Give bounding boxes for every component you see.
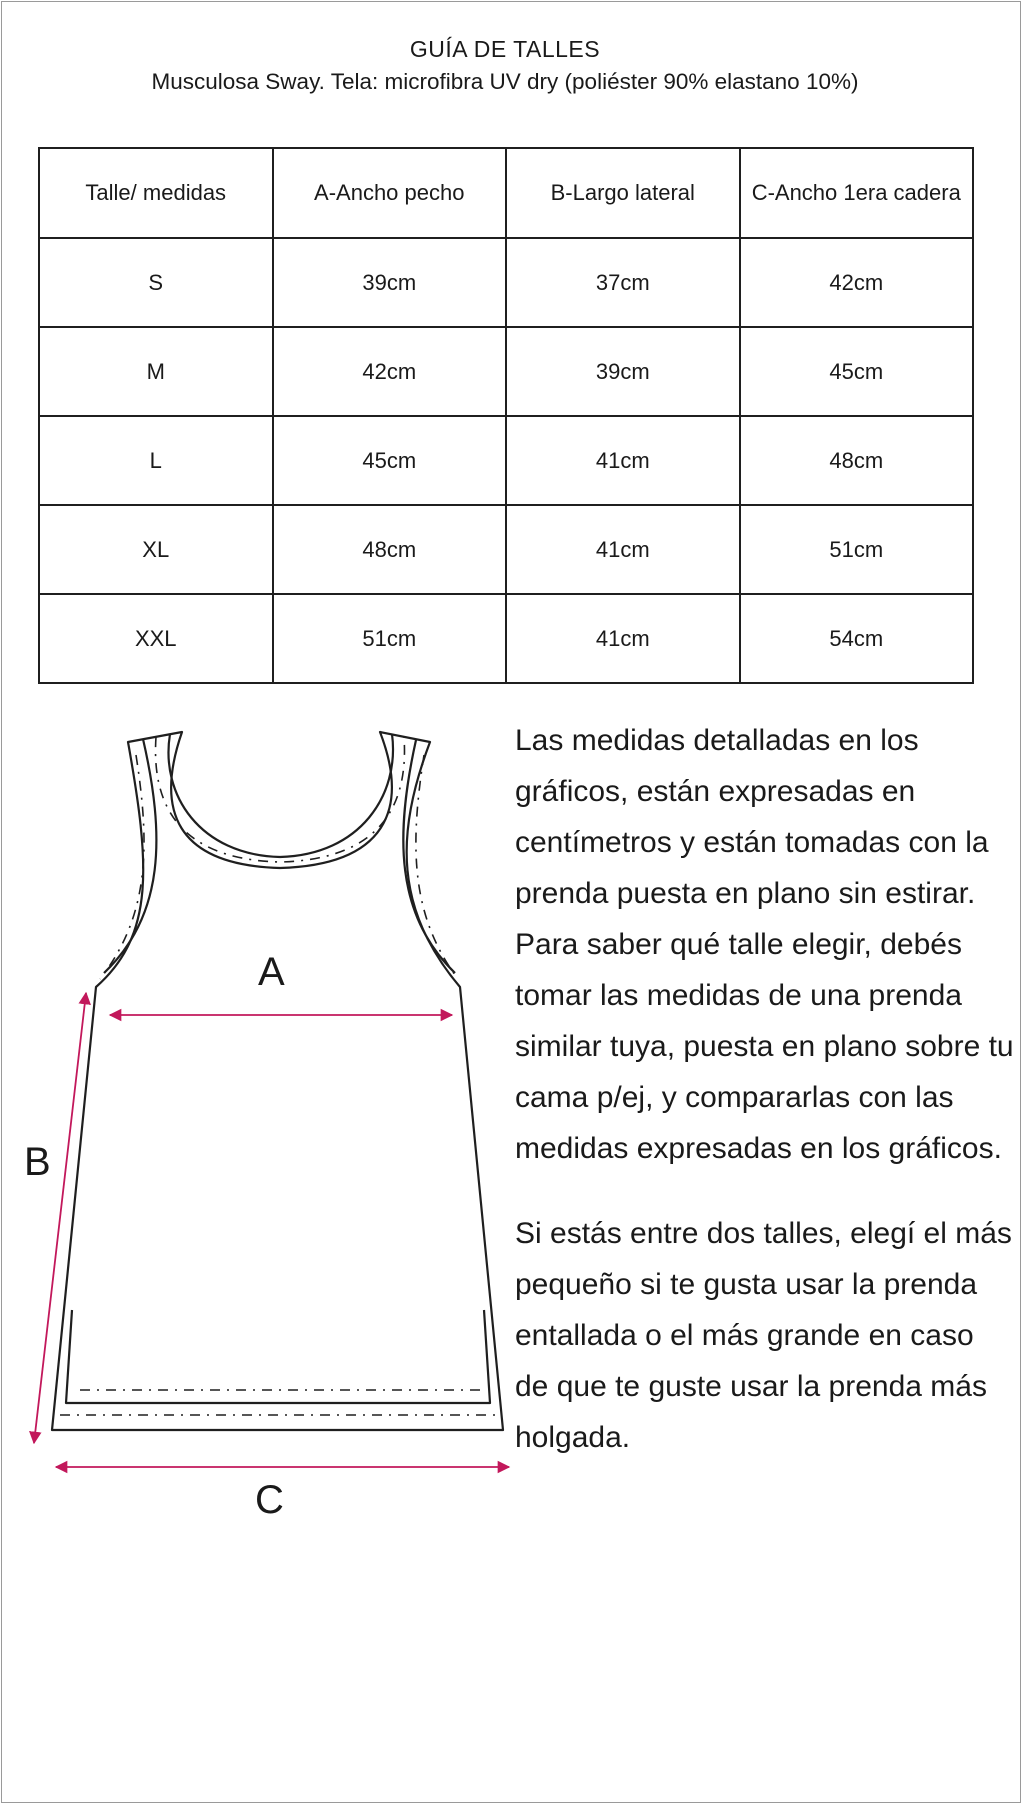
measure-c-label: C: [255, 1478, 284, 1522]
size-table: [38, 147, 974, 684]
table-header-row: [39, 148, 973, 238]
measure-b-cell: 39cm: [506, 327, 740, 416]
measure-b-cell: 41cm: [506, 505, 740, 594]
page-title: GUÍA DE TALLES: [409, 36, 601, 62]
measure-c-cell: 51cm: [740, 505, 974, 594]
table-row: [39, 505, 973, 594]
size-cell: L: [39, 416, 273, 505]
description: [515, 715, 1015, 1497]
table-row: [39, 416, 973, 505]
measure-c-cell: 42cm: [740, 238, 974, 327]
description-paragraph: Si estás entre dos talles, elegí el más pequeño si te gusta usar la prenda entallada o el más grande en caso de que te guste usar la prenda más holgada.: [515, 1217, 1012, 1454]
measure-a-label: A: [258, 950, 285, 994]
column-header-size: Talle/ medidas: [39, 148, 273, 238]
size-cell: M: [39, 327, 273, 416]
measure-a-cell: 48cm: [273, 505, 507, 594]
description-paragraph: Las medidas detalladas en los gráficos, están expresadas en centímetros y están tomadas con la prenda puesta en plano sin estirar. Para saber qué talle elegir, debés tomar las medidas de una prenda similar tuya, puesta en plano sobre tu cama p/ej, y compararlas con las medidas expresadas en los gráficos.: [515, 724, 1014, 1165]
tank-top-diagram: [0, 715, 520, 1522]
measure-c-cell: 54cm: [740, 594, 974, 683]
measure-b-cell: 41cm: [506, 416, 740, 505]
column-header-a: A-Ancho pecho: [273, 148, 507, 238]
measure-c-cell: 48cm: [740, 416, 974, 505]
measure-a-cell: 51cm: [273, 594, 507, 683]
page-subtitle: Musculosa Sway. Tela: microfibra UV dry (poliéster 90% elastano 10%): [151, 69, 859, 94]
size-cell: S: [39, 238, 273, 327]
garment-outline: [52, 732, 503, 1430]
table-row: [39, 594, 973, 683]
stitch-lines: [60, 737, 495, 1415]
size-cell: XXL: [39, 594, 273, 683]
table-row: [39, 327, 973, 416]
measure-a-cell: 39cm: [273, 238, 507, 327]
measure-a-cell: 45cm: [273, 416, 507, 505]
measure-b-cell: 41cm: [506, 594, 740, 683]
measure-b-cell: 37cm: [506, 238, 740, 327]
tank-top-illustration: [0, 715, 520, 1515]
column-header-b: B-Largo lateral: [506, 148, 740, 238]
table-row: [39, 238, 973, 327]
header: [0, 36, 1010, 95]
measure-a-cell: 42cm: [273, 327, 507, 416]
measure-b-line: [34, 993, 86, 1443]
column-header-c: C-Ancho 1era cadera: [740, 148, 974, 238]
size-cell: XL: [39, 505, 273, 594]
measure-b-label: B: [24, 1140, 51, 1184]
measure-c-cell: 45cm: [740, 327, 974, 416]
